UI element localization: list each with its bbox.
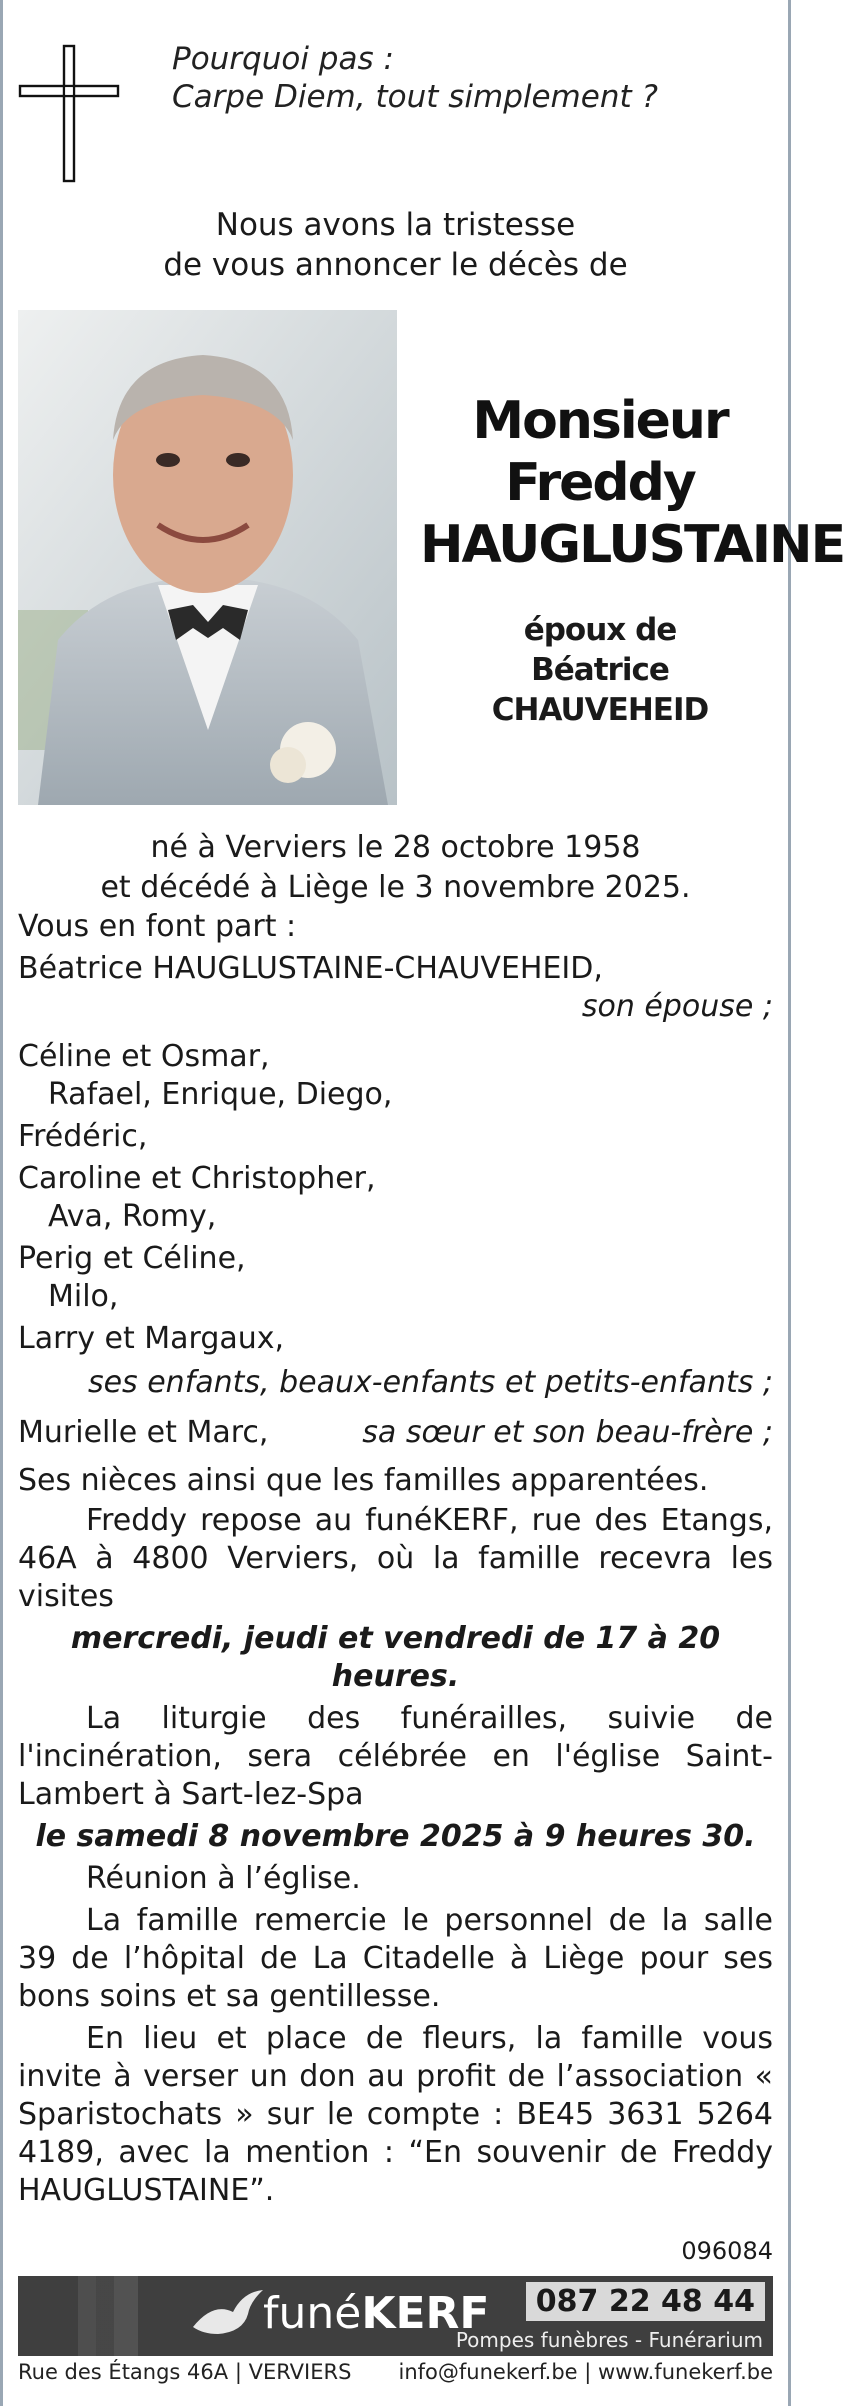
child-line: Frédéric, <box>18 1119 148 1154</box>
announcement <box>0 205 791 285</box>
funeral-text: La liturgie des funérailles, suivie de l'incinération, sera célébrée en l'église Saint-Lambert à Sart-lez-Spa <box>18 1701 773 1812</box>
birth-line: né à Verviers le 28 octobre 1958 <box>150 830 641 865</box>
family-intro: Vous en font part : <box>18 909 297 944</box>
child-line: Céline et Osmar, <box>18 1039 270 1074</box>
deceased-last-name: HAUGLUSTAINE <box>420 515 844 575</box>
child-line: Larry et Margaux, <box>18 1321 285 1356</box>
epigraph <box>172 40 658 116</box>
deceased-title: Monsieur <box>472 391 728 451</box>
portrait-photo <box>18 310 397 805</box>
sister-role: sa sœur et son beau-frère ; <box>362 1415 773 1450</box>
footer-online <box>399 2360 774 2384</box>
other-relatives: Ses nièces ainsi que les familles apparentées. <box>18 1463 709 1498</box>
grandchildren-line: Rafael, Enrique, Diego, <box>48 1077 393 1112</box>
funeral-meeting: Réunion à l’église. <box>86 1861 361 1896</box>
banner-pattern <box>78 2276 138 2356</box>
epigraph-line-1: Pourquoi pas : <box>172 41 394 77</box>
address: Rue des Étangs 46A <box>18 2360 229 2384</box>
child-entry <box>18 1240 773 1316</box>
wife-name: Béatrice HAUGLUSTAINE-CHAUVEHEID, <box>18 951 603 986</box>
announcement-line-1: Nous avons la tristesse <box>215 207 576 243</box>
funeral-home-banner <box>18 2276 773 2356</box>
epigraph-line-2: Carpe Diem, tout simplement ? <box>172 79 658 115</box>
footer-address <box>18 2360 351 2384</box>
announcement-line-2: de vous annoncer le décès de <box>163 247 628 283</box>
dove-icon <box>188 2282 268 2342</box>
children-role: ses enfants, beaux-enfants et petits-enfants ; <box>87 1365 773 1400</box>
wife-role: son épouse ; <box>581 989 773 1024</box>
child-entry <box>18 1160 773 1236</box>
spouse-label: époux de <box>523 612 677 648</box>
website-link[interactable]: www.funekerf.be <box>598 2360 773 2384</box>
cross-icon <box>20 46 118 181</box>
reference-number: 096084 <box>681 2237 773 2265</box>
visits-text: Freddy repose au funéKERF, rue des Etangs, 46A à 4800 Verviers, où la famille recevra les visites <box>18 1503 773 1614</box>
separator: | <box>584 2360 599 2384</box>
phone-number: 087 22 48 44 <box>526 2282 765 2321</box>
brand-suffix: KERF <box>361 2288 490 2339</box>
spouse-name: Béatrice CHAUVEHEID <box>491 652 709 728</box>
grandchildren-line: Ava, Romy, <box>48 1199 217 1234</box>
brand-prefix: funé <box>263 2288 362 2339</box>
dates <box>0 828 791 908</box>
city: VERVIERS <box>248 2360 352 2384</box>
child-entry <box>18 1320 773 1358</box>
grandchildren-line: Milo, <box>48 1279 119 1314</box>
child-entry <box>18 1118 773 1156</box>
deceased-first-name: Freddy <box>505 453 695 513</box>
separator: | <box>234 2360 249 2384</box>
tagline: Pompes funèbres - Funérarium <box>455 2328 763 2352</box>
visits-schedule: mercredi, jeudi et vendredi de 17 à 20 heures. <box>70 1621 721 1694</box>
spouse-block <box>420 610 780 730</box>
email-link[interactable]: info@funekerf.be <box>398 2360 578 2384</box>
child-line: Perig et Céline, <box>18 1241 246 1276</box>
deceased-name-block <box>420 390 844 730</box>
donation-text: En lieu et place de fleurs, la famille vous invite à verser un don au profit de l’association « Sparistochats » sur le compte : BE45 3631 5264 4189, avec la mention : “En souvenir de Freddy HAUGLUSTAINE”. <box>18 2021 773 2208</box>
death-line: et décédé à Liège le 3 novembre 2025. <box>100 870 691 905</box>
child-line: Caroline et Christopher, <box>18 1161 376 1196</box>
sister-row <box>18 1414 773 1452</box>
child-entry <box>18 1038 773 1114</box>
sister-name: Murielle et Marc, <box>18 1415 269 1450</box>
thanks-text: La famille remercie le personnel de la salle 39 de l’hôpital de La Citadelle à Liège pour ses bons soins et sa gentillesse. <box>18 1903 773 2014</box>
footer-contact <box>18 2360 773 2384</box>
family-section <box>18 908 773 2210</box>
funeral-date: le samedi 8 novembre 2025 à 9 heures 30. <box>35 1819 756 1854</box>
